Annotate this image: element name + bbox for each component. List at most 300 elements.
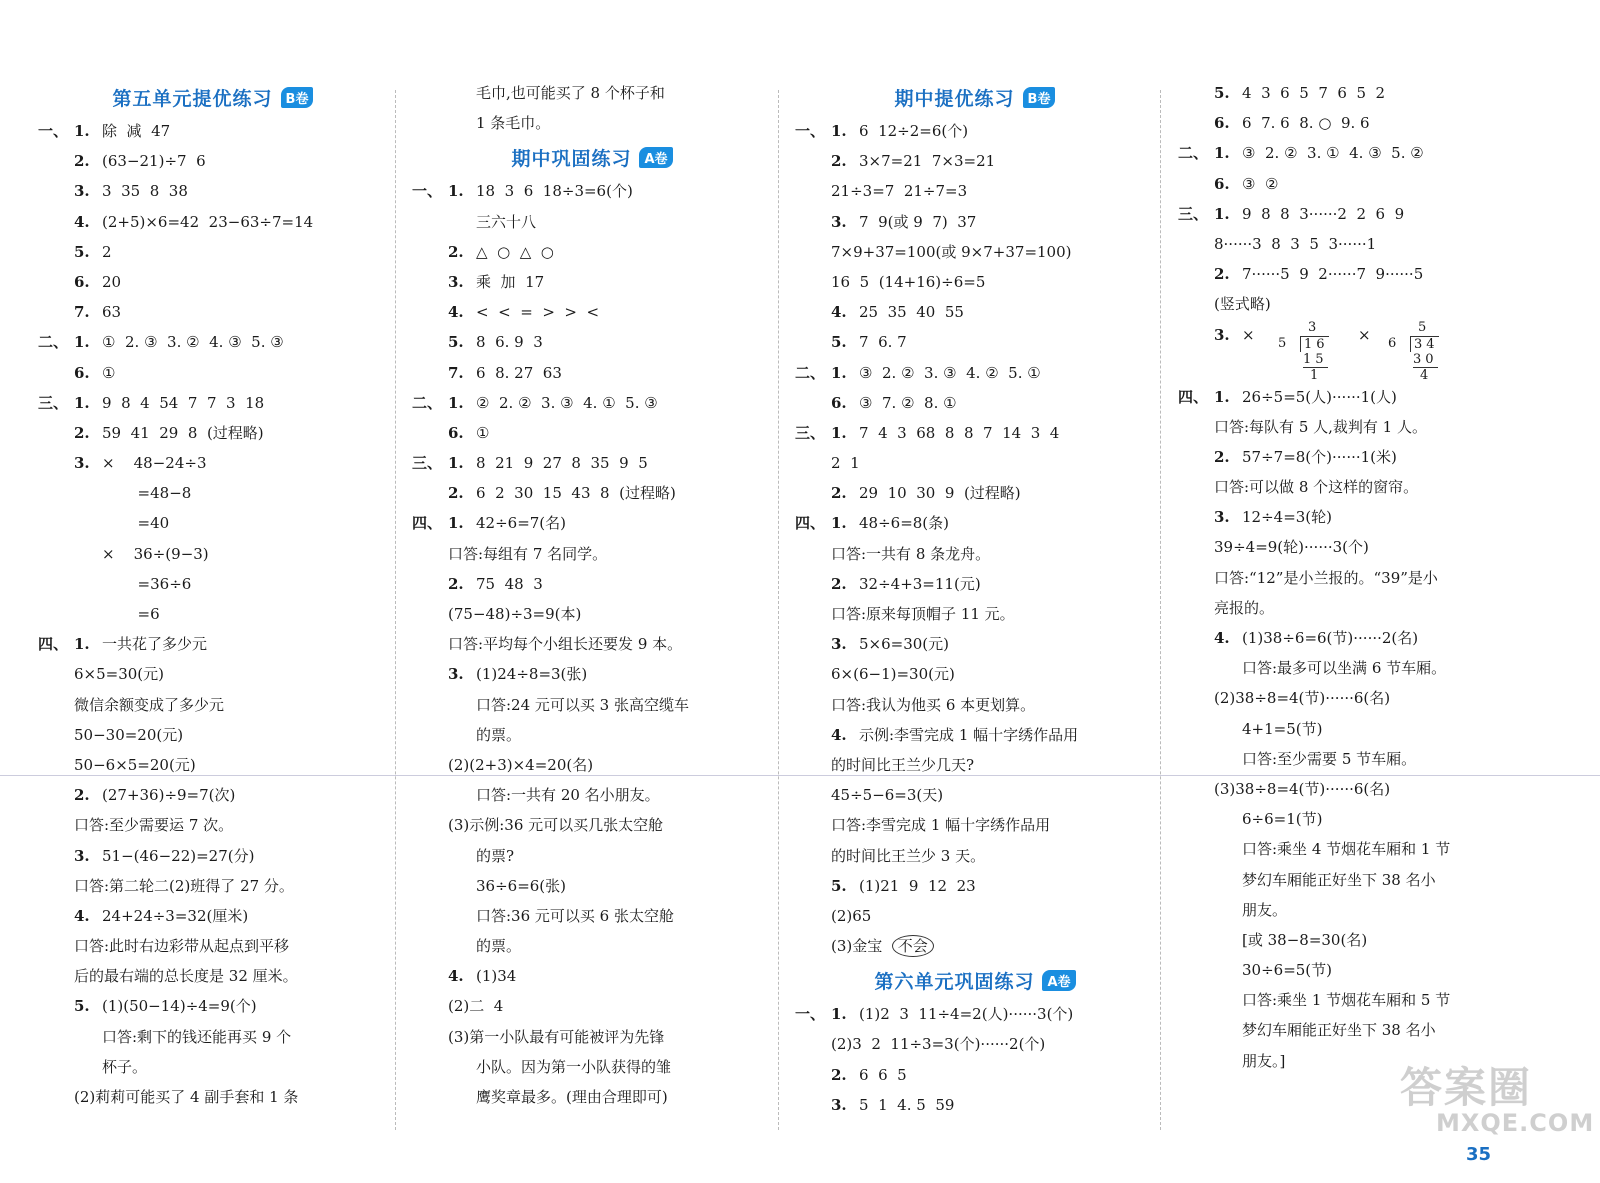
answer-text: (3)金宝 [831, 937, 892, 956]
answer-text: 6 12÷2=6(个) [859, 122, 969, 140]
answer-line [1178, 895, 1558, 925]
answer-text: 口答:一共有 8 条龙舟。 [831, 544, 991, 563]
answer-text: 的时间比王兰少几天? [831, 755, 975, 774]
question-number: 2. [74, 152, 90, 171]
answer-line [795, 176, 1155, 206]
answer-text: 24+24÷3=32(厘米) [102, 906, 249, 925]
answer-text: 7×9+37=100(或 9×7+37=100) [831, 242, 1072, 261]
circled-answer: 不会 [892, 935, 934, 957]
section-title-text: 期中巩固练习 [511, 147, 632, 170]
question-number: 5. [74, 997, 90, 1016]
answer-line [1178, 138, 1558, 168]
answer-text: (1)(50−14)÷4=9(个) [102, 997, 257, 1016]
answer-text: ③ 2. ② 3. ① 4. ③ 5. ② [1242, 144, 1424, 163]
answer-text: 18 3 6 18÷3=6(个) [476, 182, 633, 201]
answer-line [1178, 714, 1558, 744]
answer-text: 梦幻车厢能正好坐下 38 名小 [1242, 1021, 1436, 1040]
answer-line [795, 871, 1155, 901]
remainder: 1 [1310, 367, 1319, 383]
answer-text: 59 41 29 8 (过程略) [102, 423, 264, 442]
answer-line [795, 116, 1155, 146]
question-number: 1. [74, 393, 90, 412]
answer-text: 50−30=20(元) [74, 725, 184, 744]
question-number: 2. [448, 484, 464, 503]
question-number: 1. [74, 122, 90, 140]
section-number: 三、 [1178, 204, 1209, 223]
answer-text: (2)38÷8=4(节)······6(名) [1214, 689, 1391, 708]
answer-line [38, 539, 388, 569]
question-number: 1. [448, 454, 464, 473]
answer-line [1178, 683, 1558, 713]
section-title-text: 第六单元巩固练习 [874, 970, 1035, 993]
section-title [795, 78, 1155, 116]
answer-column-1 [38, 78, 388, 1143]
answer-text: 后的最右端的总长度是 32 厘米。 [74, 967, 298, 986]
question-number: 2. [448, 574, 464, 593]
answer-text: 的票? [476, 846, 515, 865]
question-number: 1. [831, 1005, 847, 1024]
answer-line [1178, 502, 1558, 532]
answer-line [1178, 382, 1558, 412]
question-number: 1. [448, 393, 464, 412]
answer-text: ③ ② [1242, 174, 1279, 193]
answer-line [38, 780, 388, 810]
answer-text: ① [476, 423, 490, 442]
answer-text: (2+5)×6=42 23−63÷7=14 [102, 212, 314, 231]
section-level-badge: A卷 [639, 147, 672, 168]
answer-text: 口答:我认为他买 6 本更划算。 [831, 695, 1036, 714]
answer-line [795, 237, 1155, 267]
section-level-badge: B卷 [281, 87, 314, 108]
question-number: 3. [448, 272, 464, 291]
answer-line [38, 176, 388, 206]
question-number: 4. [831, 725, 847, 744]
answer-line [412, 569, 772, 599]
question-number: 7. [448, 363, 464, 382]
answer-line [795, 207, 1155, 237]
answer-text: 3 35 8 38 [102, 182, 188, 201]
answer-text: 5×6=30(元) [859, 635, 950, 654]
answer-line [1178, 199, 1558, 229]
long-division [1278, 320, 1338, 382]
question-number: 5. [1214, 84, 1230, 102]
divisor: 6 [1388, 335, 1397, 351]
section-level-badge: A卷 [1042, 970, 1075, 991]
answer-line [38, 267, 388, 297]
answer-line [412, 961, 772, 991]
answer-line [38, 418, 388, 448]
answer-line [38, 116, 388, 146]
answer-text: 鹰奖章最多。(理由合理即可) [476, 1088, 668, 1106]
answer-text: 6 6 5 [859, 1065, 907, 1084]
question-number: 6. [448, 423, 464, 442]
answer-line [38, 388, 388, 418]
answer-text: 口答:至少需要 5 节车厢。 [1242, 749, 1417, 768]
question-number: 3. [74, 846, 90, 865]
answer-line [412, 327, 772, 357]
answer-text: 的时间比王兰少 3 天。 [831, 846, 986, 865]
watermark-text: 答案圈 [1400, 1063, 1533, 1112]
answer-line [412, 659, 772, 689]
question-number: 3. [74, 454, 90, 473]
answer-text: 45÷5−6=3(天) [831, 786, 944, 805]
answer-line [1178, 623, 1558, 653]
answer-text: (27+36)÷9=7(次) [102, 786, 236, 805]
answer-line [412, 810, 772, 840]
answer-text: 杯子。 [102, 1057, 148, 1076]
question-number: 2. [1214, 447, 1230, 466]
answer-line [1178, 804, 1558, 834]
question-number: 4. [74, 212, 90, 231]
dividend: 16 [1300, 336, 1329, 352]
section-number: 三、 [795, 423, 826, 442]
answer-text: ③ 2. ② 3. ③ 4. ② 5. ① [859, 363, 1041, 382]
answer-text: 微信余额变成了多少元 [74, 695, 225, 714]
answer-line [38, 901, 388, 931]
answer-line [38, 991, 388, 1021]
answer-line [38, 599, 388, 629]
answer-text: 的票。 [476, 937, 522, 956]
answer-line [412, 237, 772, 267]
answer-text: 8 6. 9 3 [476, 333, 543, 352]
answer-text: 26÷5=5(人)······1(人) [1242, 387, 1397, 406]
question-number: 1. [448, 182, 464, 201]
answer-text: 4+1=5(节) [1242, 719, 1323, 738]
question-number: 3. [1214, 325, 1230, 344]
answer-text: 3×7=21 7×3=21 [859, 152, 996, 171]
answer-text: 51−(46−22)=27(分) [102, 846, 255, 865]
answer-text: 12÷4=3(轮) [1242, 508, 1333, 527]
answer-line [795, 358, 1155, 388]
answer-line [1178, 955, 1558, 985]
product: 30 [1413, 351, 1438, 367]
answer-text: 2 [102, 242, 112, 261]
question-number: 4. [74, 906, 90, 925]
answer-line [1178, 744, 1558, 774]
answer-text: =6 [128, 605, 160, 623]
answer-text: 1 条毛巾。 [476, 114, 551, 133]
answer-line [1178, 563, 1558, 593]
answer-line [412, 599, 772, 629]
question-number: 4. [831, 303, 847, 322]
answer-line [38, 961, 388, 991]
answer-line [412, 508, 772, 538]
answer-line [1178, 532, 1558, 562]
answer-line [412, 448, 772, 478]
answer-text: 口答:李雪完成 1 幅十字绣作品用 [831, 816, 1051, 835]
answer-line [1178, 229, 1558, 259]
answer-line [38, 358, 388, 388]
answer-text: 口答:每组有 7 名同学。 [448, 544, 608, 563]
answer-text: (1)34 [476, 967, 517, 986]
question-number: 4. [1214, 629, 1230, 647]
answer-text: (1)38÷6=6(节)······2(名) [1242, 629, 1419, 647]
page-number: 35 [1466, 1144, 1492, 1165]
question-number: 3. [448, 665, 464, 684]
answer-text: 32÷4+3=11(元) [859, 574, 981, 593]
answer-text: (竖式略) [1214, 295, 1271, 314]
answer-line [795, 599, 1155, 629]
answer-text: 5 1 4. 5 59 [859, 1095, 955, 1114]
answer-text: (2)3 2 11÷3=3(个)······2(个) [831, 1035, 1046, 1054]
answer-line [412, 991, 772, 1021]
answer-line [412, 629, 772, 659]
answer-line [412, 358, 772, 388]
answer-line [1178, 442, 1558, 472]
answer-text: 75 48 3 [476, 574, 543, 593]
quotient: 5 [1418, 319, 1427, 335]
section-number: 一、 [795, 122, 826, 140]
answer-text: 8······3 8 3 5 3······1 [1214, 234, 1377, 253]
answer-line [38, 146, 388, 176]
answer-text: 39÷4=9(轮)······3(个) [1214, 538, 1369, 557]
answer-line [38, 841, 388, 871]
question-number: 2. [831, 574, 847, 593]
answer-text: 6 7. 6 8. ○ 9. 6 [1242, 114, 1370, 133]
answer-text: 口答:每队有 5 人,裁判有 1 人。 [1214, 417, 1427, 436]
answer-text: < < = > > < [476, 303, 600, 322]
answer-text: (2)(2+3)×4=20(名) [448, 755, 594, 774]
answer-text: =40 [128, 514, 170, 533]
answer-text: 朋友。 [1242, 900, 1288, 919]
cross-mark: × [1358, 325, 1371, 344]
answer-text: 29 10 30 9 (过程略) [859, 484, 1021, 503]
answer-line [795, 388, 1155, 418]
answer-text: 口答:乘坐 1 节烟花车厢和 5 节 [1242, 991, 1451, 1010]
watermark-logo [1400, 1055, 1594, 1137]
answer-text: (3)38÷8=4(节)······6(名) [1214, 779, 1391, 798]
answer-line [412, 297, 772, 327]
answer-line [38, 1082, 388, 1112]
answer-line [795, 478, 1155, 508]
answer-line [1178, 593, 1558, 623]
question-number: 5. [831, 876, 847, 895]
answer-line [38, 508, 388, 538]
section-number: 四、 [1178, 387, 1209, 406]
question-number: 2. [448, 242, 464, 261]
answer-text: 口答:至少需要运 7 次。 [74, 816, 234, 835]
answer-line [412, 478, 772, 508]
answer-text: 7 6. 7 [859, 333, 907, 352]
answer-line [38, 327, 388, 357]
answer-text: (1)21 9 12 23 [859, 876, 976, 895]
question-number: 1. [74, 333, 90, 352]
answer-text: 7 9(或 9 7) 37 [859, 212, 977, 231]
question-number: 6. [1214, 174, 1230, 193]
column-divider [1160, 90, 1161, 1130]
answer-line [795, 690, 1155, 720]
answer-text: 63 [102, 303, 122, 322]
answer-text: 口答:24 元可以买 3 张高空缆车 [476, 695, 689, 714]
answer-line [38, 931, 388, 961]
answer-line [795, 720, 1155, 750]
answer-text: 一共花了多少元 [102, 635, 208, 654]
answer-line [412, 539, 772, 569]
question-number: 6. [74, 272, 90, 291]
question-number: 5. [74, 242, 90, 261]
section-number: 二、 [412, 393, 443, 412]
answer-line [1178, 108, 1558, 138]
answer-line [795, 659, 1155, 689]
answer-line [38, 629, 388, 659]
answer-line [412, 720, 772, 750]
answer-line [795, 931, 1155, 961]
section-number: 四、 [795, 514, 826, 533]
question-number: 2. [831, 152, 847, 171]
answer-text: 口答:剩下的钱还能再买 9 个 [102, 1027, 292, 1046]
answer-line [38, 207, 388, 237]
question-number: 1. [74, 635, 90, 654]
answer-text: × 48−24÷3 [102, 454, 207, 473]
answer-line [412, 78, 772, 108]
answer-line [1178, 925, 1558, 955]
section-number: 二、 [1178, 144, 1209, 163]
answer-line [795, 569, 1155, 599]
answer-line [1178, 412, 1558, 442]
answer-line [795, 327, 1155, 357]
answer-line [795, 1029, 1155, 1059]
answer-text: ③ 7. ② 8. ① [859, 393, 957, 412]
answer-text: 小队。因为第一小队获得的雏 [476, 1057, 672, 1076]
answer-line [38, 720, 388, 750]
answer-line [412, 901, 772, 931]
answer-line [795, 901, 1155, 931]
answer-text: 口答:36 元可以买 6 张太空舱 [476, 906, 674, 925]
answer-line [38, 1022, 388, 1052]
answer-line [412, 1022, 772, 1052]
answer-text: 亮报的。 [1214, 598, 1275, 617]
answer-text: 乘 加 17 [476, 272, 545, 291]
answer-line [1178, 985, 1558, 1015]
answer-line [412, 267, 772, 297]
question-number: 1. [1214, 387, 1230, 406]
answer-text: 口答:原来每顶帽子 11 元。 [831, 605, 1015, 623]
answer-line [1178, 774, 1558, 804]
question-number: 2. [831, 1065, 847, 1084]
answer-line [412, 176, 772, 206]
answer-line [795, 448, 1155, 478]
answer-text: × [1242, 325, 1255, 344]
question-number: 1. [831, 122, 847, 140]
answer-text: 9 8 8 3······2 2 6 9 [1242, 204, 1405, 223]
answer-text: × 36÷(9−3) [102, 544, 209, 563]
question-number: 1. [831, 363, 847, 382]
answer-line [412, 931, 772, 961]
answer-line [795, 1090, 1155, 1120]
section-title [38, 78, 388, 116]
section-number: 四、 [412, 514, 443, 533]
question-number: 3. [831, 1095, 847, 1114]
answer-text: 36÷6=6(张) [476, 876, 567, 895]
section-title [412, 138, 772, 176]
section-number: 一、 [38, 122, 69, 140]
answer-text: [或 38−8=30(名) [1242, 930, 1368, 949]
watermark-url: MXQE.COM [1436, 1109, 1595, 1137]
answer-line [412, 871, 772, 901]
answer-line [795, 810, 1155, 840]
answer-text: (1)24÷8=3(张) [476, 665, 588, 684]
answer-line [38, 448, 388, 478]
answer-line [1178, 1015, 1558, 1045]
answer-line [38, 659, 388, 689]
answer-text: 7 4 3 68 8 8 7 14 3 4 [859, 423, 1060, 442]
answer-line [38, 871, 388, 901]
answer-text: 梦幻车厢能正好坐下 38 名小 [1242, 870, 1436, 889]
answer-line [795, 841, 1155, 871]
dividend: 34 [1410, 336, 1439, 352]
question-number: 3. [831, 635, 847, 654]
question-number: 5. [831, 333, 847, 352]
answer-text: 口答:“12”是小兰报的。“39”是小 [1214, 568, 1438, 587]
question-number: 2. [1214, 265, 1230, 284]
answer-text: 6 8. 27 63 [476, 363, 562, 382]
answer-line [1178, 78, 1558, 108]
section-number: 二、 [38, 333, 69, 352]
question-number: 1. [448, 514, 464, 533]
answer-line [795, 539, 1155, 569]
answer-text: (63−21)÷7 6 [102, 152, 206, 171]
question-number: 3. [74, 182, 90, 201]
question-number: 3. [831, 212, 847, 231]
section-number: 一、 [795, 1005, 826, 1024]
answer-text: 口答:乘坐 4 节烟花车厢和 1 节 [1242, 840, 1451, 859]
answer-text: 6×5=30(元) [74, 665, 165, 684]
answer-line [795, 999, 1155, 1029]
answer-text: ① [102, 363, 116, 382]
answer-text: 口答:此时右边彩带从起点到平移 [74, 937, 290, 956]
answer-text: 6×(6−1)=30(元) [831, 665, 955, 684]
answer-text: 4 3 6 5 7 6 5 2 [1242, 84, 1386, 102]
answer-text: 口答:最多可以坐满 6 节车厢。 [1242, 659, 1447, 678]
answer-line [795, 629, 1155, 659]
answer-line [1178, 653, 1558, 683]
answer-line [412, 841, 772, 871]
answer-text: 7······5 9 2······7 9······5 [1242, 265, 1424, 284]
section-number: 一、 [412, 182, 443, 201]
answer-column-4 [1178, 78, 1558, 1143]
product: 15 [1303, 351, 1328, 367]
long-division [1388, 320, 1448, 382]
answer-text: 口答:平均每个小组长还要发 9 本。 [448, 635, 683, 654]
answer-text: (2)莉莉可能买了 4 副手套和 1 条 [74, 1088, 299, 1106]
answer-text: (2)65 [831, 906, 872, 925]
answer-text: =48−8 [128, 484, 192, 503]
section-title-text: 第五单元提优练习 [112, 87, 273, 110]
answer-text: 57÷7=8(个)······1(米) [1242, 447, 1397, 466]
answer-line [795, 1060, 1155, 1090]
section-number: 三、 [38, 393, 69, 412]
answer-line [412, 1052, 772, 1082]
answer-text: 毛巾,也可能买了 8 个杯子和 [476, 84, 665, 102]
answer-line [795, 297, 1155, 327]
answer-text: 25 35 40 55 [859, 303, 964, 322]
section-title-text: 期中提优练习 [894, 87, 1015, 110]
answer-line [1178, 834, 1558, 864]
answer-line [412, 1082, 772, 1112]
answer-line [38, 690, 388, 720]
answer-text: 口答:一共有 20 名小朋友。 [476, 786, 660, 805]
question-number: 2. [74, 423, 90, 442]
question-number: 5. [448, 333, 464, 352]
answer-text: 16 5 (14+16)÷6=5 [831, 272, 986, 291]
answer-line [38, 1052, 388, 1082]
answer-text: 42÷6=7(名) [476, 514, 567, 533]
answer-text: (3)第一小队最有可能被评为先锋 [448, 1027, 665, 1046]
question-number: 4. [448, 967, 464, 986]
answer-text: 50−6×5=20(元) [74, 755, 196, 774]
answer-text: (2)二 4 [448, 997, 504, 1016]
answer-line [795, 267, 1155, 297]
